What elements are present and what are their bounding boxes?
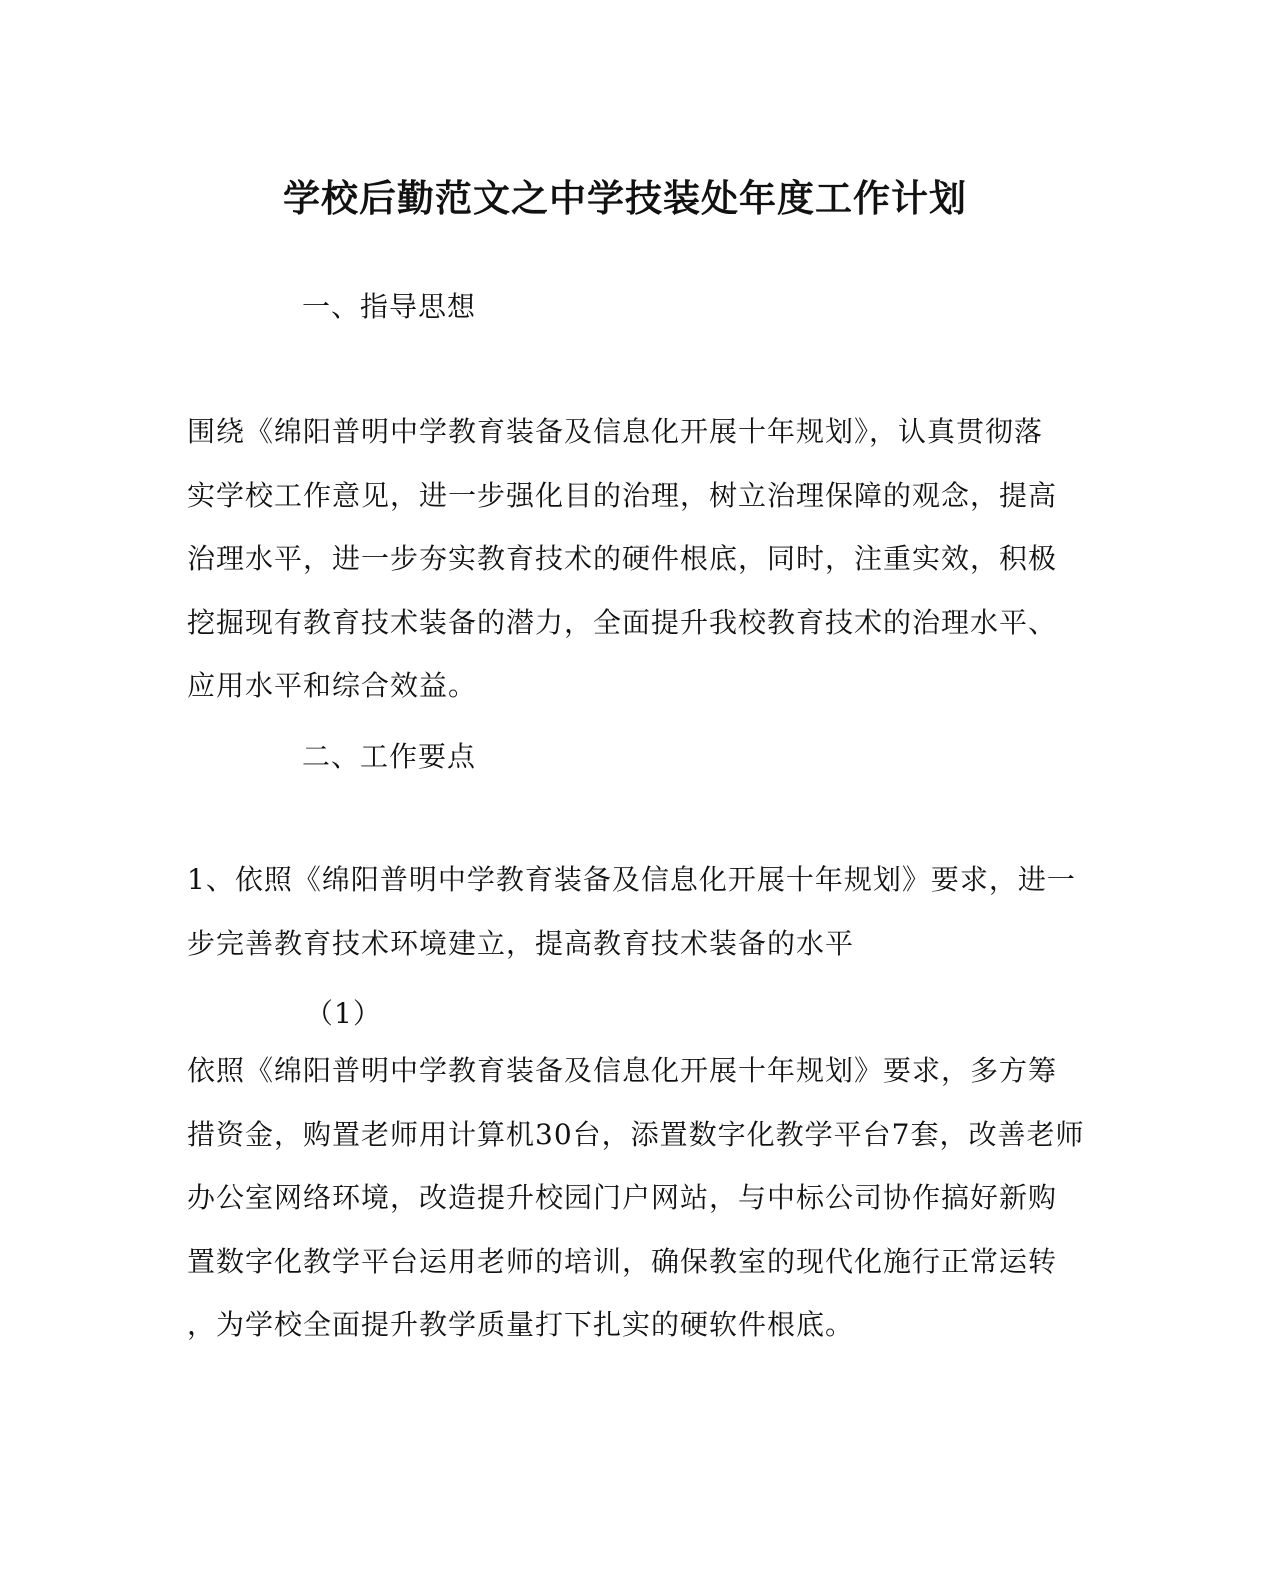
text-line: 治理水平，进一步夯实教育技术的硬件根底，同时，注重实效，积极 [187,542,1058,575]
text-line: 依照《绵阳普明中学教育装备及信息化开展十年规划》要求，多方筹 [187,1054,1058,1087]
text-line: 措资金，购置老师用计算机30台，添置数字化教学平台7套，改善老师 [187,1117,1085,1151]
text-line: 1、依照《绵阳普明中学教育装备及信息化开展十年规划》要求，进一 [187,863,1076,896]
text-line: 围绕《绵阳普明中学教育装备及信息化开展十年规划》，认真贯彻落 [187,415,1044,448]
paragraph-guiding-ideology [187,400,1067,718]
section-heading-work-points: 二、工作要点 [302,740,477,773]
document-title: 学校后勤范文之中学技装处年度工作计划 [283,177,967,220]
text-line: 实学校工作意见，进一步强化目的治理，树立治理保障的观念，提高 [187,478,1058,512]
section-heading-guiding-ideology: 一、指导思想 [302,290,477,323]
text-line: 挖掘现有教育技术装备的潜力，全面提升我校教育技术的治理水平、 [187,605,1058,639]
text-line: 应用水平和综合效益。 [187,669,478,702]
text-line: ，为学校全面提升教学质量打下扎实的硬软件根底。 [187,1308,855,1341]
text-line: 办公室网络环境，改造提升校园门户网站，与中标公司协作搞好新购 [187,1181,1058,1214]
paragraph-item-1 [187,848,1076,975]
text-line: 置数字化教学平台运用老师的培训，确保教室的现代化施行正常运转 [187,1244,1058,1278]
paragraph-sub-item-1 [187,1039,1085,1357]
sub-item-label: （1） [305,997,382,1030]
text-line: 步完善教育技术环境建立，提高教育技术装备的水平 [187,926,855,960]
